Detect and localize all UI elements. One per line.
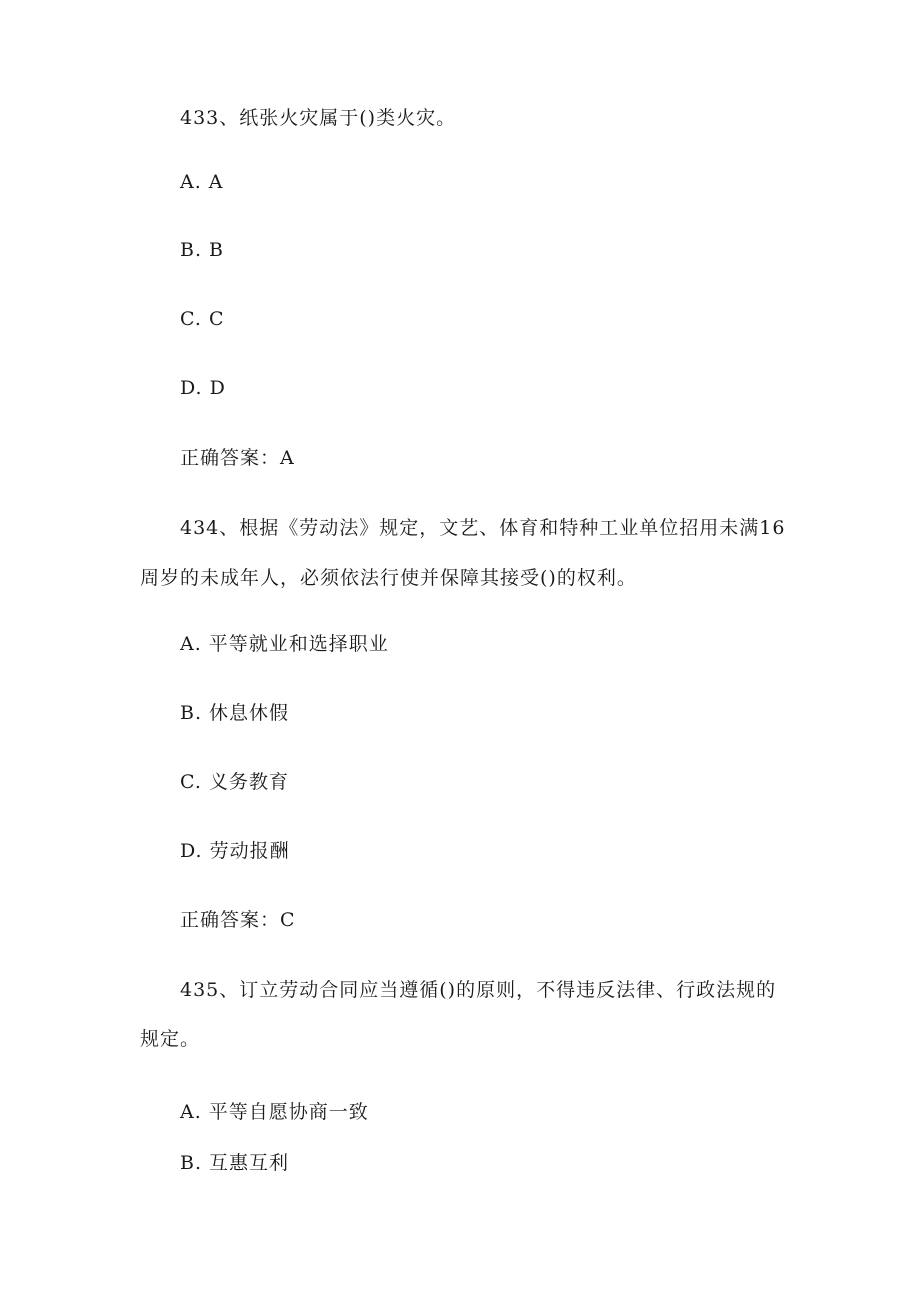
question-433-option-c: C. C [180, 308, 225, 330]
question-434-stem-line2: 周岁的未成年人，必须依法行使并保障其接受()的权利。 [140, 567, 637, 589]
question-433-option-d: D. D [180, 377, 226, 399]
question-435-option-b: B. 互惠互利 [180, 1152, 290, 1174]
question-434-option-d: D. 劳动报酬 [180, 840, 290, 862]
question-433-stem: 433、纸张火灾属于()类火灾。 [180, 107, 457, 129]
question-434-answer: 正确答案：C [180, 909, 296, 931]
question-434-stem-line1: 434、根据《劳动法》规定，文艺、体育和特种工业单位招用未满16 [180, 517, 786, 539]
question-433-option-b: B. B [180, 239, 225, 261]
question-435-stem-line1: 435、订立劳动合同应当遵循()的原则，不得违反法律、行政法规的 [180, 979, 777, 1001]
question-434-option-b: B. 休息休假 [180, 702, 290, 724]
question-435-option-a: A. 平等自愿协商一致 [180, 1101, 369, 1123]
question-435-stem-line2: 规定。 [140, 1028, 201, 1050]
question-433-answer: 正确答案：A [180, 447, 295, 469]
question-434-option-a: A. 平等就业和选择职业 [180, 633, 389, 655]
question-434-option-c: C. 义务教育 [180, 771, 289, 793]
question-433-option-a: A. A [180, 171, 224, 193]
